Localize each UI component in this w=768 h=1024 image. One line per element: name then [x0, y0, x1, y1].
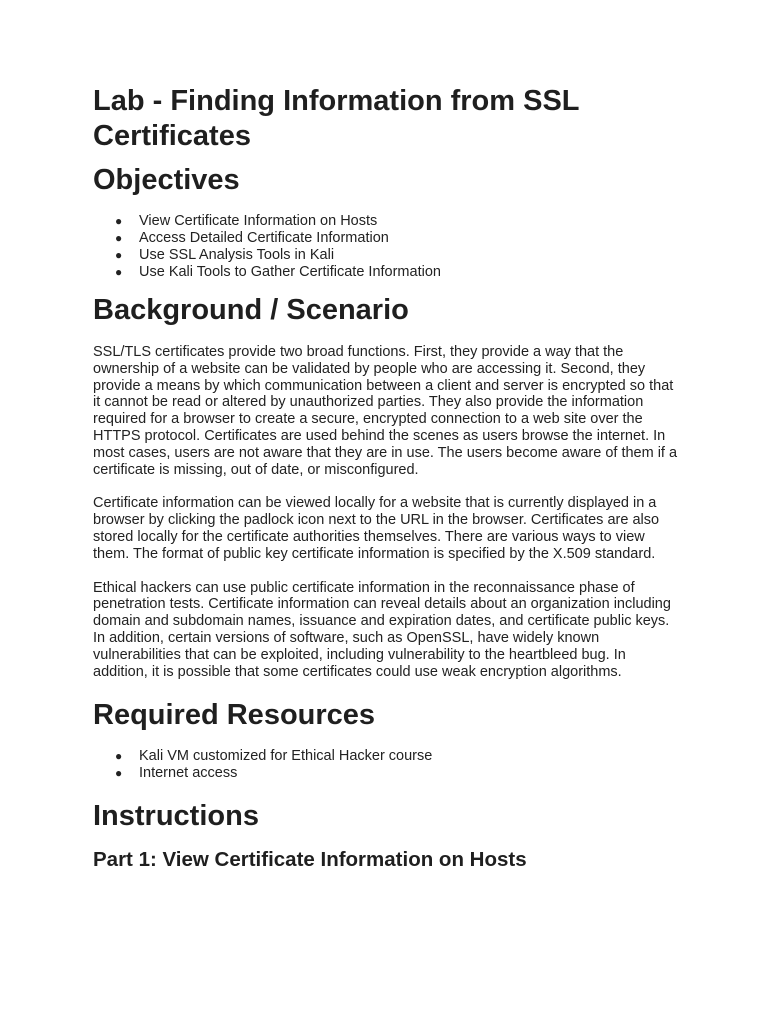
list-item: ● View Certificate Information on Hosts [115, 213, 378, 229]
part-1-heading: Part 1: View Certificate Information on Hosts [93, 848, 527, 872]
resources-list [93, 748, 683, 782]
background-paragraph-3: Ethical hackers can use public certificate information in the reconnaissance phase of penetration tests. Certificate information can reveal details about an organization including domain and subdomain names, issuance and expiration dates, and certificate public keys. In addition, certain versions of software, such as OpenSSL, have widely known vulnerabilities that can be exploited, including vulnerability to the heartbleed bug. In addition, it is possible that some certificates could use weak encryption algorithms. [93, 579, 671, 680]
bullet-icon: ● [115, 214, 123, 228]
list-item: ● Kali VM customized for Ethical Hacker course [115, 748, 433, 765]
resources-heading: Required Resources [93, 699, 376, 732]
objectives-heading: Objectives [93, 164, 240, 196]
document-title: Lab - Finding Information from SSL Certificates [93, 85, 579, 152]
background-paragraph-2: Certificate information can be viewed locally for a website that is currently displayed in a browser by clicking the padlock icon next to the URL in the browser. Certificates are also stored locally for the certificate authorities themselves. There are various ways to view them. The format of public key certificate information is specified by the X.509 standard. [93, 495, 660, 562]
list-item: ● Use SSL Analysis Tools in Kali [115, 247, 335, 263]
bullet-icon: ● [115, 749, 123, 764]
background-paragraph-1: SSL/TLS certificates provide two broad functions. First, they provide a way that the ownership of a website can be validated by people who are accessing it. Second, they provide a means by which communication between a client and server is encrypted so that it cannot be read or altered by unauthorized parties. They also provide the information required for a browser to create a secure, encrypted connection to a web site over the HTTPS protocol. Certificates are used behind the scenes as users browse the internet. In most cases, users are not aware that they are in use. The users become aware of them if a certificate is missing, out of date, or misconfigured. [93, 344, 678, 478]
background-heading: Background / Scenario [93, 294, 409, 326]
bullet-icon: ● [115, 231, 123, 245]
list-item: ● Internet access [115, 765, 238, 782]
objectives-list [93, 213, 683, 281]
list-item: ● Use Kali Tools to Gather Certificate Information [115, 264, 441, 280]
list-item: ● Access Detailed Certificate Information [115, 230, 389, 246]
bullet-icon: ● [115, 248, 123, 262]
bullet-icon: ● [115, 265, 123, 279]
bullet-icon: ● [115, 766, 123, 781]
instructions-heading: Instructions [93, 800, 259, 833]
document-page [93, 84, 683, 873]
